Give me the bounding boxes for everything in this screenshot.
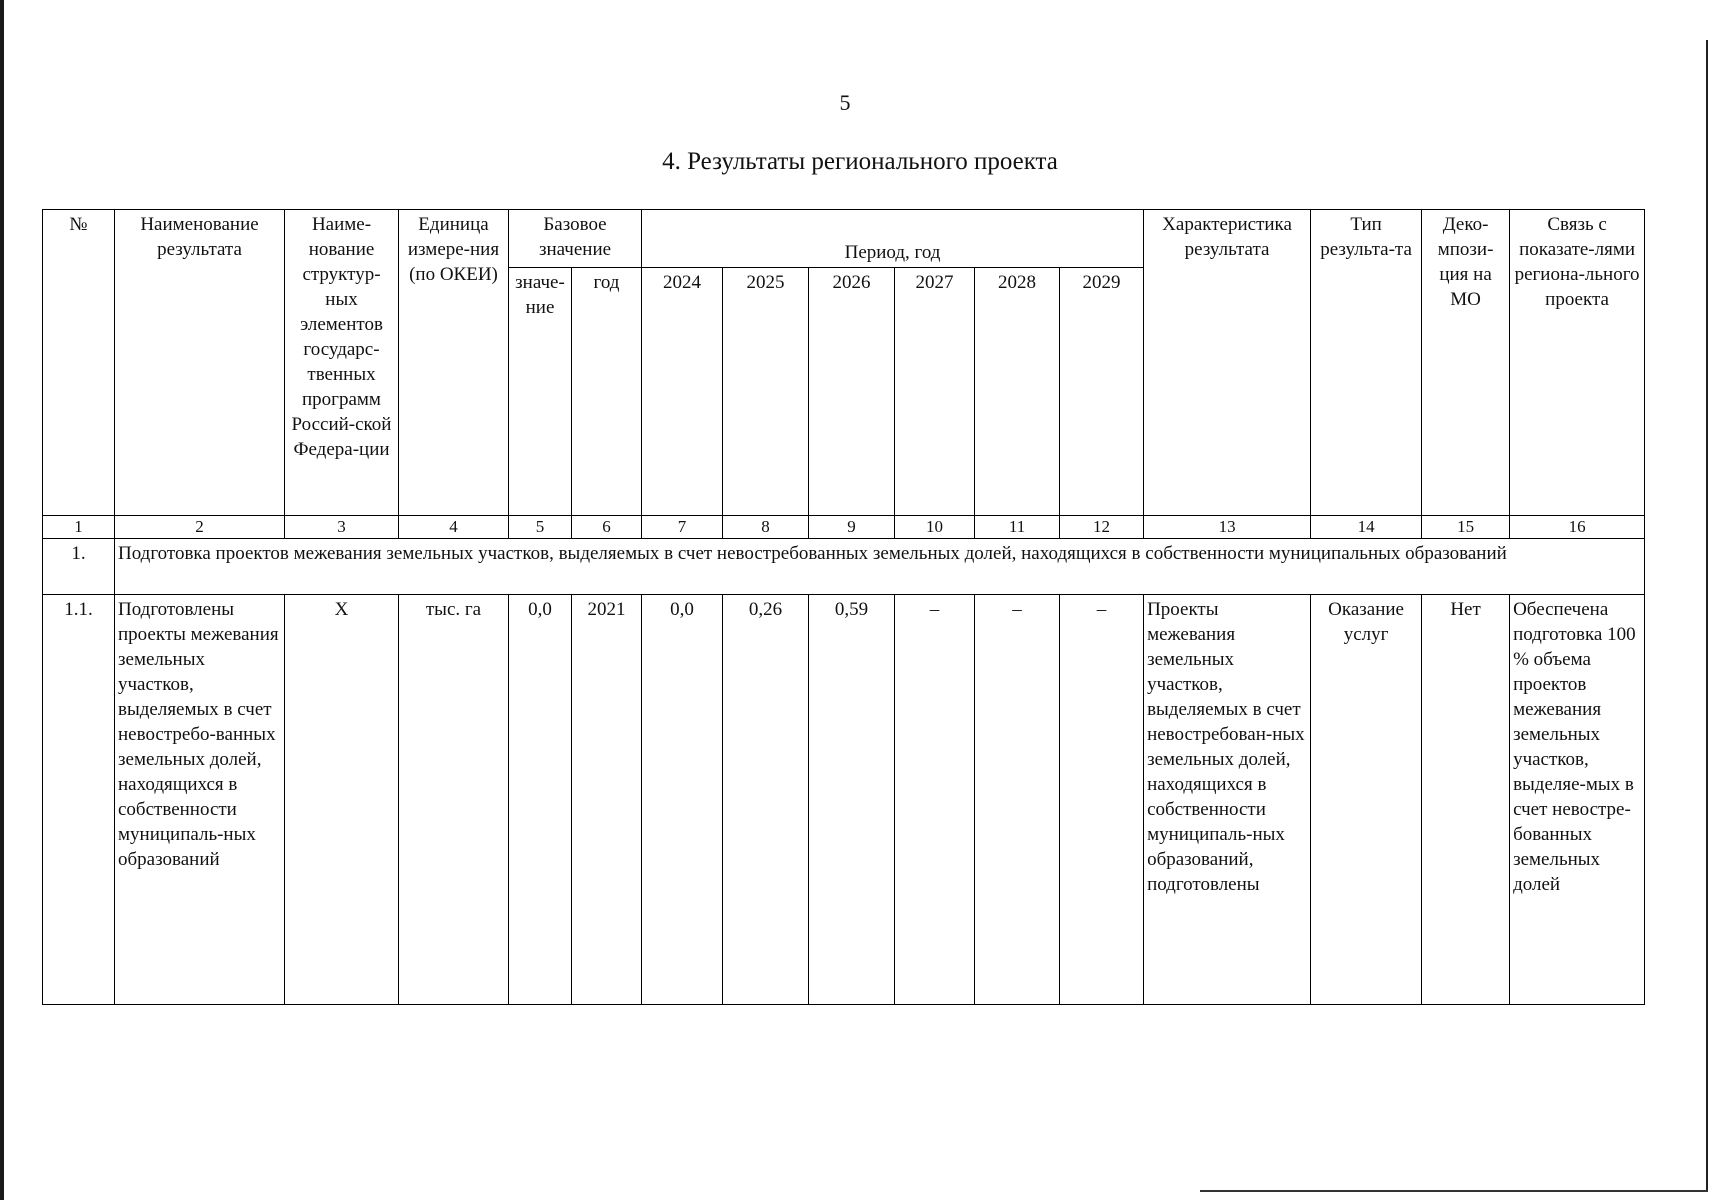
section-title-cell: Подготовка проектов межевания земельных участков, выделяемых в счет невостребованных земельных долей, находящихся в собственности муниципальных образований <box>115 539 1645 595</box>
header-row <box>43 210 1645 268</box>
results-table <box>42 209 1645 1005</box>
column-number: 14 <box>1311 516 1422 539</box>
column-number: 4 <box>399 516 509 539</box>
row-num: 1.1. <box>43 595 115 1005</box>
column-number: 15 <box>1422 516 1510 539</box>
column-number: 6 <box>572 516 642 539</box>
header-result-type: Тип результа-та <box>1311 210 1422 516</box>
header-year-2024: 2024 <box>642 268 723 516</box>
page-number: 5 <box>839 90 851 115</box>
table-row <box>43 595 1645 1005</box>
row-decomposition: Нет <box>1422 595 1510 1005</box>
header-link: Связь с показате-лями региона-льного проекта <box>1510 210 1645 516</box>
column-number: 2 <box>115 516 285 539</box>
column-number: 7 <box>642 516 723 539</box>
header-characteristic: Характеристика результата <box>1144 210 1311 516</box>
header-unit: Единица измере-ния (по ОКЕИ) <box>399 210 509 516</box>
row-value-2029: – <box>1060 595 1144 1005</box>
header-result-name: Наименование результата <box>115 210 285 516</box>
header-structural-elements: Наиме-нование структур-ных элементов государс-твенных программ Россий-ской Федера-ции <box>285 210 399 516</box>
column-number: 11 <box>975 516 1060 539</box>
section-num: 1. <box>43 539 115 595</box>
column-number: 8 <box>723 516 809 539</box>
header-year-2028: 2028 <box>975 268 1060 516</box>
scan-edge-right <box>1706 40 1708 1190</box>
row-link: Обеспечена подготовка 100 % объема проектов межевания земельных участков, выделяе-мых в счет невостре-бованных земельных долей <box>1510 595 1645 1005</box>
row-value-2026: 0,59 <box>809 595 895 1005</box>
row-value-2028: – <box>975 595 1060 1005</box>
row-characteristic: Проекты межевания земельных участков, выделяемых в счет невостребован-ных земельных долей, находящихся в собственности муниципаль-ных образований, подготовлены <box>1144 595 1311 1005</box>
header-year-2026: 2026 <box>809 268 895 516</box>
scan-edge-bottom <box>1200 1190 1708 1192</box>
column-number: 16 <box>1510 516 1645 539</box>
header-base-value: Базовое значение <box>509 210 642 268</box>
column-number: 10 <box>895 516 975 539</box>
header-num: № <box>43 210 115 516</box>
section-title: 4. Результаты регионального проекта <box>662 148 1058 175</box>
row-value-2025: 0,26 <box>723 595 809 1005</box>
row-base-value: 0,0 <box>509 595 572 1005</box>
row-result-type: Оказание услуг <box>1311 595 1422 1005</box>
row-structural-elements: Х <box>285 595 399 1005</box>
header-year-2029: 2029 <box>1060 268 1144 516</box>
header-base-value-year: год <box>572 268 642 516</box>
column-number: 5 <box>509 516 572 539</box>
header-decomposition: Деко-мпози-ция на МО <box>1422 210 1510 516</box>
section-row <box>43 539 1645 595</box>
column-number: 9 <box>809 516 895 539</box>
header-period: Период, год <box>642 210 1144 268</box>
column-number: 13 <box>1144 516 1311 539</box>
column-number: 1 <box>43 516 115 539</box>
row-value-2027: – <box>895 595 975 1005</box>
column-number: 12 <box>1060 516 1144 539</box>
row-unit: тыс. га <box>399 595 509 1005</box>
row-base-year: 2021 <box>572 595 642 1005</box>
column-number: 3 <box>285 516 399 539</box>
scan-edge-left <box>0 0 4 1200</box>
column-number-row <box>43 516 1645 539</box>
header-base-value-value: значе-ние <box>509 268 572 516</box>
row-result-name: Подготовлены проекты межевания земельных участков, выделяемых в счет невостребо-ванных земельных долей, находящихся в собственности муниципаль-ных образований <box>115 595 285 1005</box>
row-value-2024: 0,0 <box>642 595 723 1005</box>
header-year-2027: 2027 <box>895 268 975 516</box>
header-year-2025: 2025 <box>723 268 809 516</box>
